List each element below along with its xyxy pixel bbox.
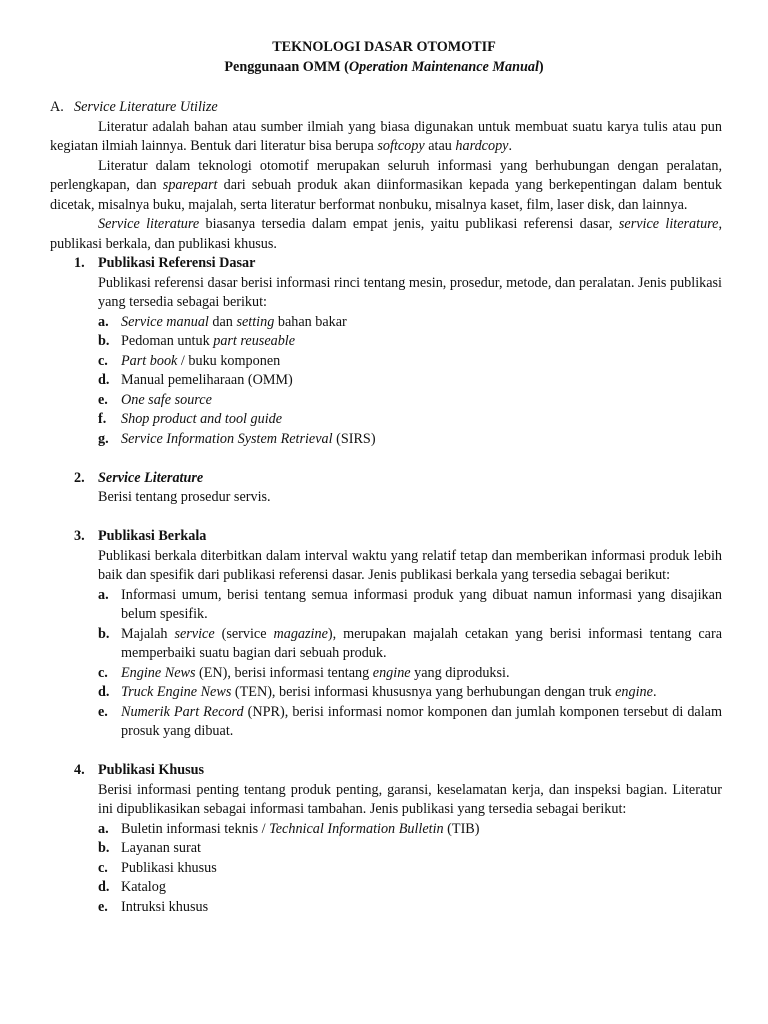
list-item: g. Service Information System Retrieval (SIRS) (98, 430, 376, 447)
list-item: e. Intruksi khusus (98, 898, 209, 915)
list-item: f. Shop product and tool guide (98, 411, 283, 427)
spacer (50, 449, 722, 469)
list-item: d. Truck Engine News (TEN), berisi informasi khususnya yang berhubungan dengan truk engine. (98, 684, 657, 700)
paragraph-literatur-otomotif: Literatur dalam teknologi otomotif merupakan seluruh informasi yang berhubungan dengan peralatan, perlengkapan, dan sparepart dari sebuah produk akan diinformasikan kepada yang berkepentingan dalam bentuk dicetak, misalnya buku, majalah, serta literatur berformat nonbuku, misalnya kaset, film, laser disk, dan lainnya. (50, 157, 722, 213)
paragraph-service-literature: Service literature biasanya tersedia dalam empat jenis, yaitu publikasi referensi dasar, service literature, publikasi berkala, dan publikasi khusus. (50, 216, 722, 252)
subsection-1-title: Publikasi Referensi Dasar (98, 255, 256, 271)
subsection-1-number: 1. (74, 255, 85, 271)
subsection-4-body: Berisi informasi penting tentang produk penting, garansi, keselamatan kerja, dan inspeksi bagian. Literatur ini dipublikasikan sebagai informasi tambahan. Jenis publikasi yang tersedia sebagai berikut: (98, 781, 722, 817)
subsection-2 (50, 469, 722, 508)
paragraph-literatur-definition: Literatur adalah bahan atau sumber ilmiah yang biasa digunakan untuk membuat suatu karya tulis atau pun kegiatan ilmiah lainnya. Bentuk dari literatur bisa berupa softcopy atau hardcopy. (50, 118, 722, 154)
list-item: b. Layanan surat (98, 840, 201, 856)
subsection-3 (50, 527, 722, 742)
subsection-3-title: Publikasi Berkala (98, 528, 207, 544)
subsection-2-body: Berisi tentang prosedur servis. (98, 489, 271, 505)
subsection-2-number: 2. (74, 469, 85, 486)
list-item: a. Buletin informasi teknis / Technical Information Bulletin (TIB) (98, 820, 480, 837)
section-a-heading (50, 98, 722, 118)
document-title: TEKNOLOGI DASAR OTOMOTIF (272, 39, 496, 55)
subsection-1-list (98, 313, 722, 450)
list-item: e. Numerik Part Record (NPR), berisi informasi nomor komponen dan jumlah komponen tersebut di dalam prosuk yang dibuat. (98, 703, 722, 739)
section-a (50, 98, 722, 917)
list-item: c. Publikasi khusus (98, 859, 217, 876)
subsection-1 (50, 254, 722, 449)
section-a-label: A. (50, 99, 64, 115)
subsection-3-body: Publikasi berkala diterbitkan dalam interval waktu yang relatif tetap dan memberikan informasi produk lebih baik dan spesifik dari publikasi referensi dasar. Jenis publikasi berkala yang tersedia sebagai berikut: (98, 547, 722, 583)
list-item: c. Part book / buku komponen (98, 352, 281, 369)
subsection-1-body: Publikasi referensi dasar berisi informasi rinci tentang mesin, prosedur, metode, dan peralatan. Jenis publikasi yang tersedia sebagai berikut: (98, 274, 722, 310)
list-item: b. Majalah service (service magazine), merupakan majalah cetakan yang berisi informasi tentang cara memperbaiki suatu bagian dari sebuah produk. (98, 625, 722, 661)
subsection-2-title: Service Literature (98, 469, 204, 486)
list-item: d. Manual pemeliharaan (OMM) (98, 372, 293, 388)
list-item: c. Engine News (EN), berisi informasi tentang engine yang diproduksi. (98, 664, 510, 681)
spacer (50, 508, 722, 528)
subsection-4-title: Publikasi Khusus (98, 762, 205, 778)
subsection-4-number: 4. (74, 762, 85, 778)
list-item: b. Pedoman untuk part reuseable (98, 333, 296, 349)
list-item: a. Informasi umum, berisi tentang semua informasi produk yang dibuat namun informasi yang disajikan belum spesifik. (98, 586, 722, 622)
subsection-3-list (98, 586, 722, 742)
section-a-title: Service Literature Utilize (74, 99, 218, 115)
document-subtitle: Penggunaan OMM (Operation Maintenance Manual) (224, 59, 544, 75)
subsection-4 (50, 761, 722, 917)
list-item: e. One safe source (98, 391, 212, 408)
spacer (50, 742, 722, 762)
subsection-4-list (98, 820, 722, 918)
list-item: a. Service manual dan setting bahan bakar (98, 313, 347, 330)
subsection-3-number: 3. (74, 528, 85, 544)
list-item: d. Katalog (98, 879, 166, 895)
